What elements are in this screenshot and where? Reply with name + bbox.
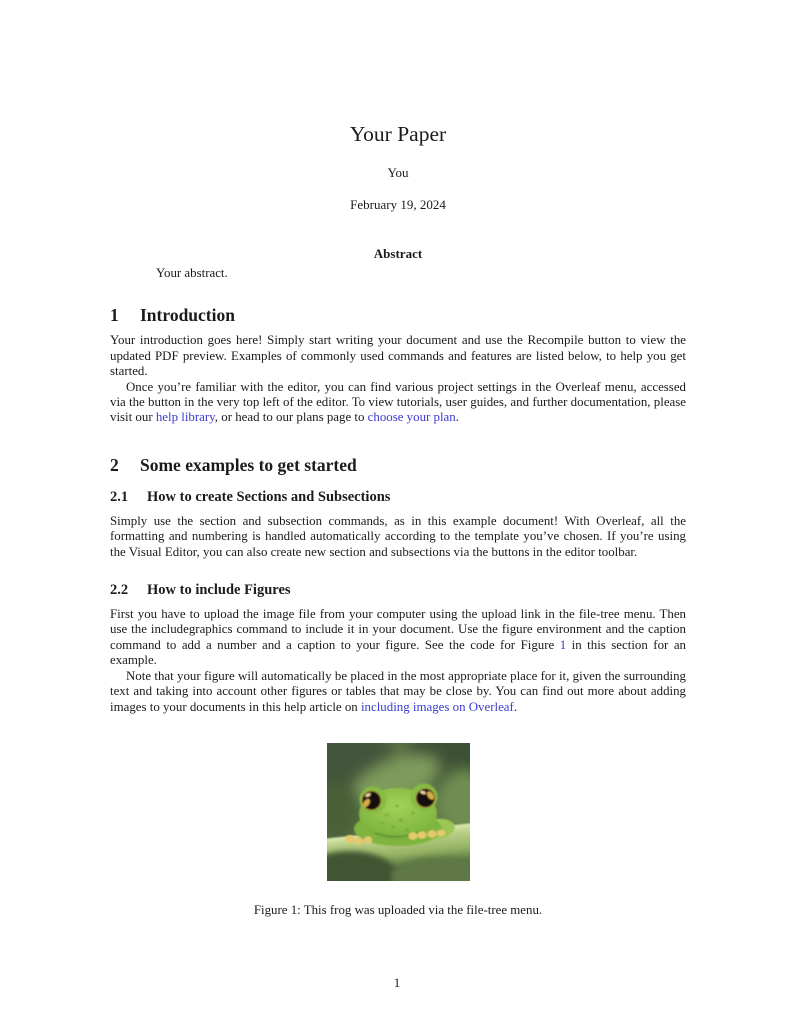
choose-your-plan-link[interactable]: choose your plan xyxy=(367,410,456,425)
section-1-heading xyxy=(110,305,686,325)
section-number: 2.2 xyxy=(110,582,129,599)
paragraph-subsections-1: Simply use the section and subsection commands, as in this example document! With Overleaf, all the formatting and numbering is handled automatically according to the template you’ve chosen. If you’re using the Visual Editor, you can also create new section and subsections via the buttons in the editor toolbar. xyxy=(110,513,686,559)
abstract-heading: Abstract xyxy=(373,246,423,261)
figure-1-caption: Figure 1: This frog was uploaded via the file-tree menu. xyxy=(253,902,543,917)
section-number: 1 xyxy=(110,305,119,326)
section-title: How to create Sections and Subsections xyxy=(147,488,391,505)
paper-author: You xyxy=(387,165,409,180)
section-2-heading xyxy=(110,455,686,475)
section-title: Introduction xyxy=(140,305,235,326)
paper-title: Your Paper xyxy=(349,122,447,146)
section-title: How to include Figures xyxy=(147,582,291,599)
including-images-link[interactable]: including images on Overleaf xyxy=(360,699,514,714)
paper-date: February 19, 2024 xyxy=(350,197,446,212)
figure-1-reference-link[interactable]: 1 xyxy=(559,637,567,652)
figure-1 xyxy=(110,743,686,918)
abstract-text: Your abstract. xyxy=(156,266,228,280)
frog-photo xyxy=(327,743,470,881)
paragraph-intro-1: Your introduction goes here! Simply start writing your document and use the Recompile button to view the updated PDF preview. Examples of commonly used commands and features are listed below, to help you get started. xyxy=(110,333,686,379)
section-2-1-heading xyxy=(110,488,686,506)
page-number: 1 xyxy=(393,975,401,990)
help-library-link[interactable]: help library xyxy=(155,410,215,425)
paragraph-intro-2: Once you’re familiar with the editor, you can find various project settings in the Overleaf menu, accessed via the button in the very top left of the editor. To view tutorials, user guides, and further documentation, please visit our help library, or head to our plans page to choose your plan. xyxy=(110,379,686,425)
section-title: Some examples to get started xyxy=(140,454,357,475)
section-2-2-heading xyxy=(110,581,686,599)
document-body xyxy=(110,0,686,918)
section-number: 2.1 xyxy=(110,488,129,505)
paragraph-figures-1: First you have to upload the image file from your computer using the upload link in the file-tree menu. Then use the includegraphics command to include it in your document. Use the figure environment and the caption command to add a number and a caption to your figure. See the code for Figure 1 in this section for an example. xyxy=(110,607,686,668)
paragraph-figures-2: Note that your figure will automatically be placed in the most appropriate place for it, given the surrounding text and taking into account other figures or tables that may be close by. You can find out more about adding images to your documents in this help article on including images on Overleaf. xyxy=(110,668,686,714)
section-number: 2 xyxy=(110,454,119,475)
